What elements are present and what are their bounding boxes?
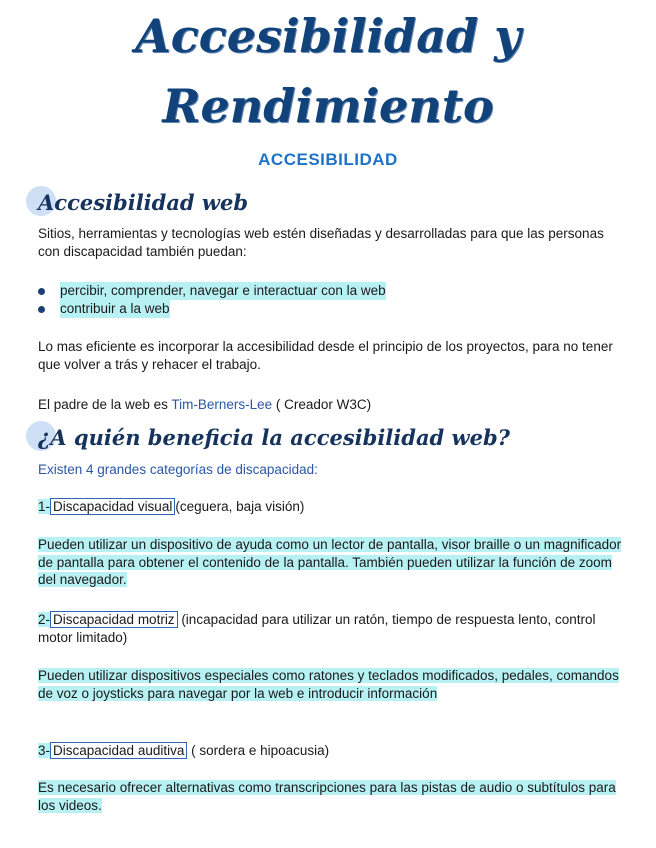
category-motriz-description [38, 667, 628, 702]
category-detail: (ceguera, baja visión) [175, 499, 305, 514]
category-name-box: Discapacidad visual [50, 498, 175, 515]
father-name: Tim-Berners-Lee [171, 397, 273, 412]
intro-paragraph: Sitios, herramientas y tecnologías web estén diseñadas y desarrolladas para que las personas con discapacidad también puedan: [38, 226, 604, 259]
father-prefix: El padre de la web es [38, 397, 172, 412]
category-auditiva-description [38, 779, 628, 814]
list-item [38, 300, 598, 318]
category-motriz-header [38, 611, 628, 646]
description-text: Es necesario ofrecer alternativas como transcripciones para las pistas de audio o subtítulos para los videos. [38, 780, 616, 813]
category-number: 1- [38, 499, 51, 514]
list-item [38, 282, 598, 300]
heading-quien-beneficia: ¿A quién beneficia la accesibilidad web? [38, 425, 510, 450]
category-number: 2- [38, 612, 51, 627]
category-detail: ( sordera e hipoacusia) [187, 743, 330, 758]
heading-accesibilidad-web: Accesibilidad web [38, 190, 249, 215]
description-text: Pueden utilizar un dispositivo de ayuda como un lector de pantalla, visor braille o un magnificador de pantalla para obtener el contenido de la pantalla. También pueden utilizar la función de zoom del navegador. [38, 537, 622, 587]
category-visual-header [38, 498, 628, 516]
title-line-1: Accesibilidad y [135, 9, 521, 63]
title-line-2: Rendimiento [162, 79, 494, 133]
category-number: 3- [38, 743, 51, 758]
father-suffix: ( Creador W3C) [272, 397, 372, 412]
web-father-line [38, 396, 628, 414]
bullet-icon [38, 306, 45, 313]
categories-intro: Existen 4 grandes categorías de discapacidad: [38, 462, 318, 477]
efficiency-paragraph: Lo mas eficiente es incorporar la accesibilidad desde el principio de los proyectos, para no tener que volver a trás y rehacer el trabajo. [38, 339, 613, 372]
category-detail: (incapacidad para utilizar un ratón, tiempo de respuesta lento, control motor limitado) [38, 612, 596, 645]
bullet-text: contribuir a la web [60, 301, 170, 316]
category-auditiva-header [38, 742, 628, 760]
category-visual-description [38, 536, 628, 589]
description-text: Pueden utilizar dispositivos especiales como ratones y teclados modificados, pedales, comandos de voz o joysticks para navegar por la web e introducir información [38, 668, 619, 701]
bullet-icon [38, 288, 45, 295]
bullet-list [38, 282, 598, 318]
bullet-text: percibir, comprender, navegar e interactuar con la web [60, 283, 386, 298]
category-name-box: Discapacidad auditiva [50, 742, 187, 759]
category-name-box: Discapacidad motriz [50, 611, 178, 628]
section-subtitle: ACCESIBILIDAD [258, 150, 398, 169]
